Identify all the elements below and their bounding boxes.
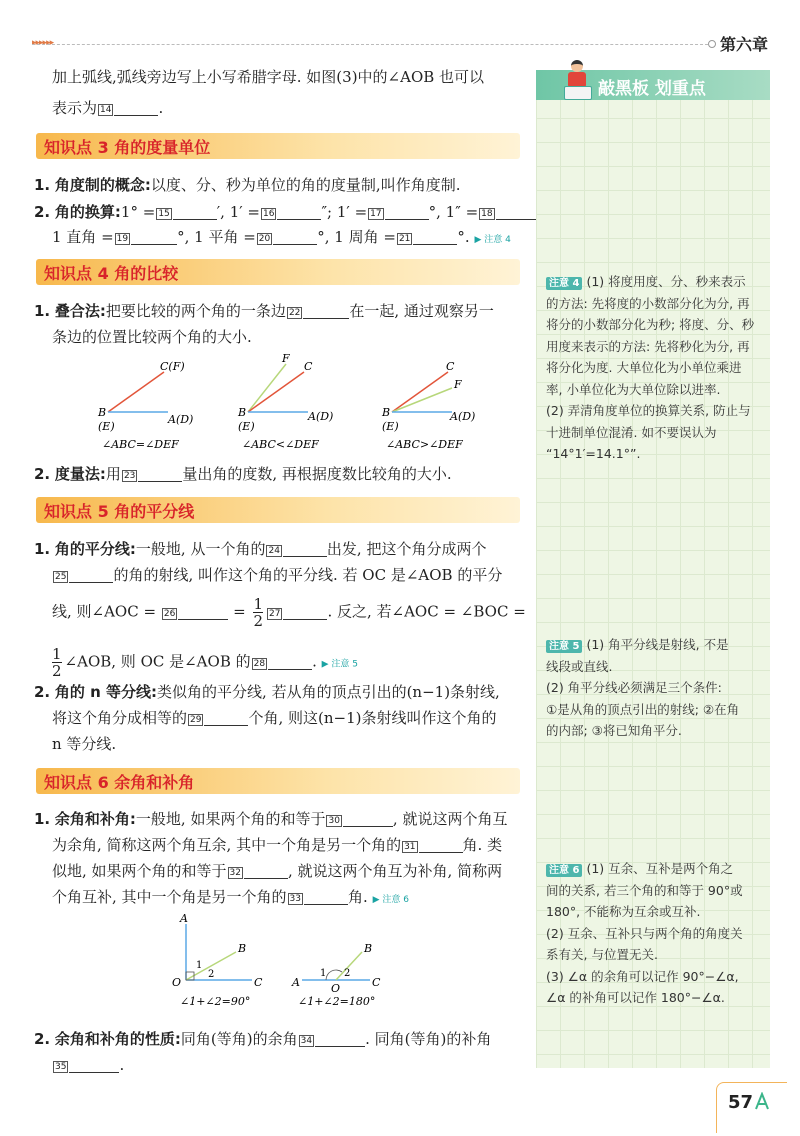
note-6-tag: 注意 6 [546, 864, 582, 877]
svg-text:1: 1 [196, 960, 203, 971]
note-6: 注意 6 (1) 互余、互补是两个角之 间的关系, 若三个角的和等于 90°或 180°, 不能称为互余或互补. (2) 互余、互补只与两个角的角度关 系有关, 与位置无关. (3) ∠α 的余角可以记作 90°−∠α, ∠α 的补角可以记作 180°−∠α. [546, 861, 743, 1005]
svg-text:1: 1 [320, 968, 327, 979]
svg-text:2: 2 [344, 968, 351, 979]
svg-text:C: C [446, 360, 455, 373]
fig1-caption: ∠ABC=∠DEF [102, 438, 179, 451]
mascot-icon [562, 60, 592, 100]
note-5-link[interactable]: ▶ 注意 5 [321, 659, 358, 670]
fig-180-caption: ∠1+∠2=180° [298, 995, 376, 1008]
svg-text:C: C [254, 976, 263, 989]
kp4-item-1: 1. 叠合法:把要比较的两个角的一条边 22 在一起, 通过观察另一 [34, 302, 494, 320]
svg-text:A: A [180, 912, 188, 925]
kp6-item-1-line-3: 似地, 如果两个角的和等于 32 , 就说这两个角互为补角, 简称两 [52, 862, 503, 880]
complementary-angle-figures [170, 910, 410, 1010]
note-4: 注意 4 (1) 将度用度、分、秒来表示 的方法: 先将度的小数部分化为分, 再 将分的小数部分化为秒; 将度、分、秒 用度来表示的方法: 先将秒化为分, 再 将分化为度. 大单位化为小单位乘进 率, 小单位化为大单位除以进率. (2) 弄清角度单位的换算关系, 防止与 十进制单位混淆. 如不要误认为 “14°1′=14.1°”. [546, 274, 755, 461]
note-4-link[interactable]: ▶ 注意 4 [474, 235, 511, 245]
kp6-item-2: 2. 余角和补角的性质:同角(等角)的余角 34 . 同角(等角)的补角 [34, 1030, 492, 1048]
note-5: 注意 5 (1) 角平分线是射线, 不是 线段或直线. (2) 角平分线必须满足三个条件: ①是从角的顶点引出的射线; ②在角 的内部; ③将已知角平分. [546, 637, 740, 738]
svg-text:A(D): A(D) [308, 410, 334, 423]
header-dots: ▸▸▸▸▸▸ [32, 38, 54, 48]
chapter-title: 第六章 [720, 35, 769, 54]
kp5-item-1: 1. 角的平分线:一般地, 从一个角的 24 出发, 把这个角分成两个 [34, 540, 487, 558]
svg-text:O: O [172, 976, 182, 989]
kp5-item-1-line-2: 25 的角的射线, 叫作这个角的平分线. 若 OC 是∠AOB 的平分 [55, 566, 503, 584]
sidebar-title: 敲黑板 划重点 [598, 79, 706, 99]
svg-text:2: 2 [208, 969, 215, 980]
kp6-item-1-line-4: 个角互补, 其中一个角是另一个角的 33 角. ▶ 注意 6 [52, 888, 409, 906]
header-dot-icon [708, 40, 716, 48]
section-header-kp3: 知识点 3 角的度量单位 [36, 133, 520, 159]
kp3-item-2-line-2: 1 直角 = 19 °, 1 平角 = 20 °, 1 周角 = 21 °. ▶ 注意 4 [52, 228, 511, 246]
fig3-caption: ∠ABC>∠DEF [386, 438, 463, 451]
logo-icon [754, 1092, 770, 1110]
angle-comparison-figures [90, 350, 490, 455]
svg-text:C: C [304, 360, 313, 373]
kp5-item-2-line-2: 将这个角分成相等的 29 个角, 则这(n−1)条射线叫作这个角的 [52, 709, 497, 727]
svg-text:F: F [454, 378, 462, 391]
kp5-item-2: 2. 角的 n 等分线:类似角的平分线, 若从角的顶点引出的(n−1)条射线, [34, 683, 500, 701]
intro-line-2: 表示为 14 . [52, 99, 164, 117]
note-5-tag: 注意 5 [546, 640, 582, 653]
svg-text:B: B [238, 942, 247, 955]
svg-text:O: O [331, 982, 341, 995]
svg-text:(E): (E) [238, 420, 255, 433]
svg-text:A(D): A(D) [450, 410, 476, 423]
kp3-item-1: 1. 角度制的概念:以度、分、秒为单位的角的度量制,叫作角度制. [34, 176, 461, 194]
kp4-item-1-line-2: 条边的位置比较两个角的大小. [52, 328, 252, 346]
kp6-item-1-line-2: 为余角, 简称这两个角互余, 其中一个角是另一个角的 31 角. 类 [52, 836, 503, 854]
kp4-item-2: 2. 度量法:用 23 量出角的度数, 再根据度数比较角的大小. [34, 465, 452, 483]
svg-text:F: F [282, 352, 290, 365]
svg-text:C: C [372, 976, 381, 989]
fig-90-caption: ∠1+∠2=90° [180, 995, 251, 1008]
fig2-caption: ∠ABC<∠DEF [242, 438, 319, 451]
note-6-link[interactable]: ▶ 注意 6 [372, 895, 409, 905]
kp6-item-1: 1. 余角和补角:一般地, 如果两个角的和等于 30 , 就说这两个角互 [34, 810, 508, 828]
section-header-kp6: 知识点 6 余角和补角 [36, 768, 520, 794]
note-4-tag: 注意 4 [546, 277, 582, 290]
svg-text:B: B [98, 406, 107, 419]
svg-text:(E): (E) [382, 420, 399, 433]
kp6-item-2-line-2: 35 . [55, 1056, 125, 1074]
svg-text:C(F): C(F) [160, 360, 185, 373]
svg-text:B: B [382, 406, 391, 419]
svg-text:A: A [292, 976, 300, 989]
svg-text:A(D): A(D) [168, 413, 194, 426]
header-rule [32, 44, 708, 45]
section-header-kp5: 知识点 5 角的平分线 [36, 497, 520, 523]
svg-text:B: B [238, 406, 247, 419]
page-number: 57 [728, 1092, 754, 1113]
kp5-item-1-line-3: 线, 则∠AOC = 26 = $\frac{1}{2}$ 27 . 反之, 若∠AOC = ∠BOC = [52, 595, 526, 630]
fill-blank[interactable] [114, 101, 158, 116]
kp5-item-1-line-4: $\frac{1}{2}$ ∠AOB, 则 OC 是∠AOB 的 28 . ▶ 注意 5 [52, 645, 358, 680]
blank-number: 14 [100, 105, 112, 115]
intro-line-1: 加上弧线,弧线旁边写上小写希腊字母. 如图(3)中的∠AOB 也可以 [52, 68, 485, 86]
svg-text:B: B [364, 942, 373, 955]
kp3-item-2: 2. 角的换算:1° = 15 ′, 1′ = 16 ″; 1′ = 17 °, 1″ = 18 [34, 199, 512, 226]
section-header-kp4: 知识点 4 角的比较 [36, 259, 520, 285]
kp5-item-2-line-3: n 等分线. [52, 735, 117, 753]
svg-text:(E): (E) [98, 420, 115, 433]
